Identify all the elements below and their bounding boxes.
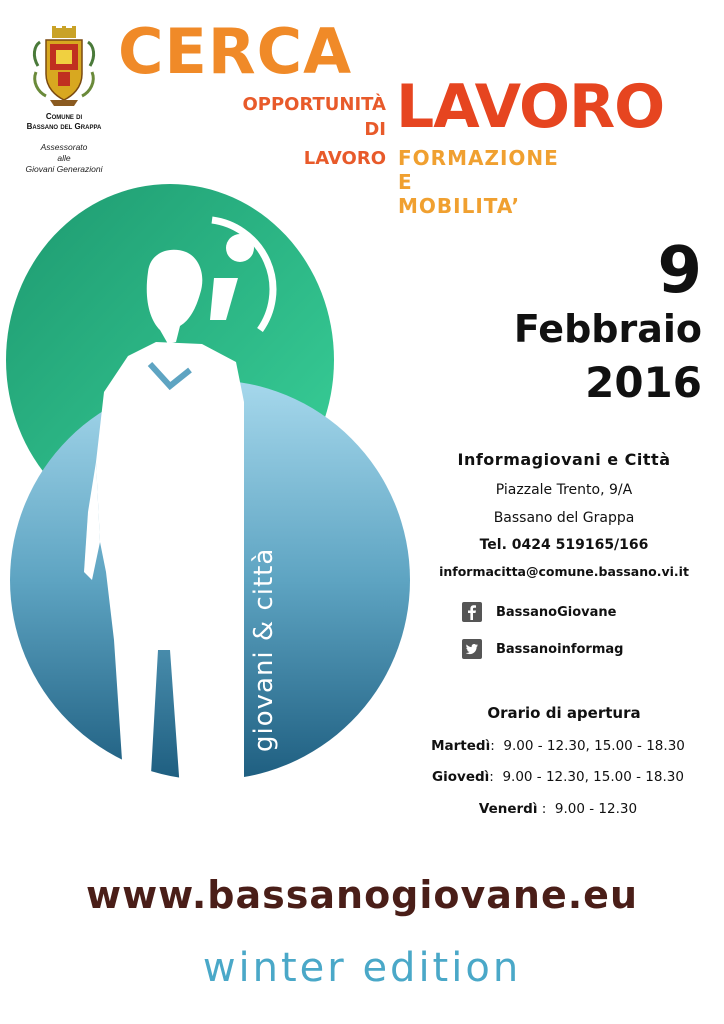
title-opportunita: OPPORTUNITÀ	[242, 94, 386, 115]
hours-row	[408, 797, 708, 821]
title-cerca: CERCA	[118, 15, 353, 88]
giovani-citta-text: giovani & città	[249, 547, 279, 752]
address: Piazzale Trento, 9/A	[495, 482, 633, 498]
comune-line-2: Bassano del Grappa	[26, 122, 102, 131]
facebook-icon	[462, 602, 482, 622]
hours-times: 9.00 - 12.30	[554, 801, 638, 817]
hours-row	[408, 765, 708, 789]
hours-day: Martedì	[431, 738, 491, 754]
title-e: E	[398, 170, 412, 194]
i-logo-dot	[226, 234, 254, 262]
comune-label	[14, 112, 114, 132]
twitter-handle[interactable]: Bassanoinformag	[496, 641, 624, 657]
contact-block	[420, 448, 708, 586]
event-month: Febbraio	[513, 307, 702, 351]
hours-day: Venerdì	[478, 801, 538, 817]
event-year: 2016	[585, 358, 702, 407]
comune-line-1: Comune di	[45, 112, 83, 121]
hours-sep: :	[490, 738, 495, 754]
hours-sep: :	[537, 801, 547, 817]
hours-day: Giovedì	[432, 769, 490, 785]
title-lavoro-small: LAVORO	[303, 148, 386, 169]
website-url[interactable]: www.bassanogiovane.eu	[85, 873, 639, 917]
title-lavoro-big: LAVORO	[396, 72, 665, 142]
title-formazione: FORMAZIONE	[398, 146, 559, 170]
assessorato-line-3: Giovani Generazioni	[25, 164, 103, 174]
twitter-icon	[462, 639, 482, 659]
facebook-row	[462, 600, 617, 624]
hours-sep: :	[489, 769, 494, 785]
assessorato-line-1: Assessorato	[40, 142, 88, 152]
hours-title: Orario di apertura	[487, 704, 641, 722]
twitter-row	[462, 637, 623, 661]
assessorato-label	[14, 142, 114, 175]
title-mobilita: MOBILITA’	[398, 194, 521, 218]
hours-row	[408, 734, 708, 758]
informa-text: INFORMA	[195, 454, 255, 750]
coat-of-arms-logo	[28, 26, 100, 108]
email: informacitta@comune.bassano.vi.it	[439, 564, 689, 579]
office-name: Informagiovani e Città	[457, 450, 671, 469]
edition-label: winter edition	[202, 945, 522, 991]
hours-times: 9.00 - 12.30, 15.00 - 18.30	[502, 769, 684, 785]
event-day: 9	[657, 234, 702, 308]
phone: Tel. 0424 519165/166	[479, 537, 649, 553]
informagiovani-graphic	[0, 180, 420, 840]
assessorato-line-2: alle	[57, 153, 71, 163]
city: Bassano del Grappa	[493, 510, 635, 526]
facebook-handle[interactable]: BassanoGiovane	[496, 604, 617, 620]
hours-times: 9.00 - 12.30, 15.00 - 18.30	[503, 738, 685, 754]
title-di: DI	[364, 119, 386, 140]
